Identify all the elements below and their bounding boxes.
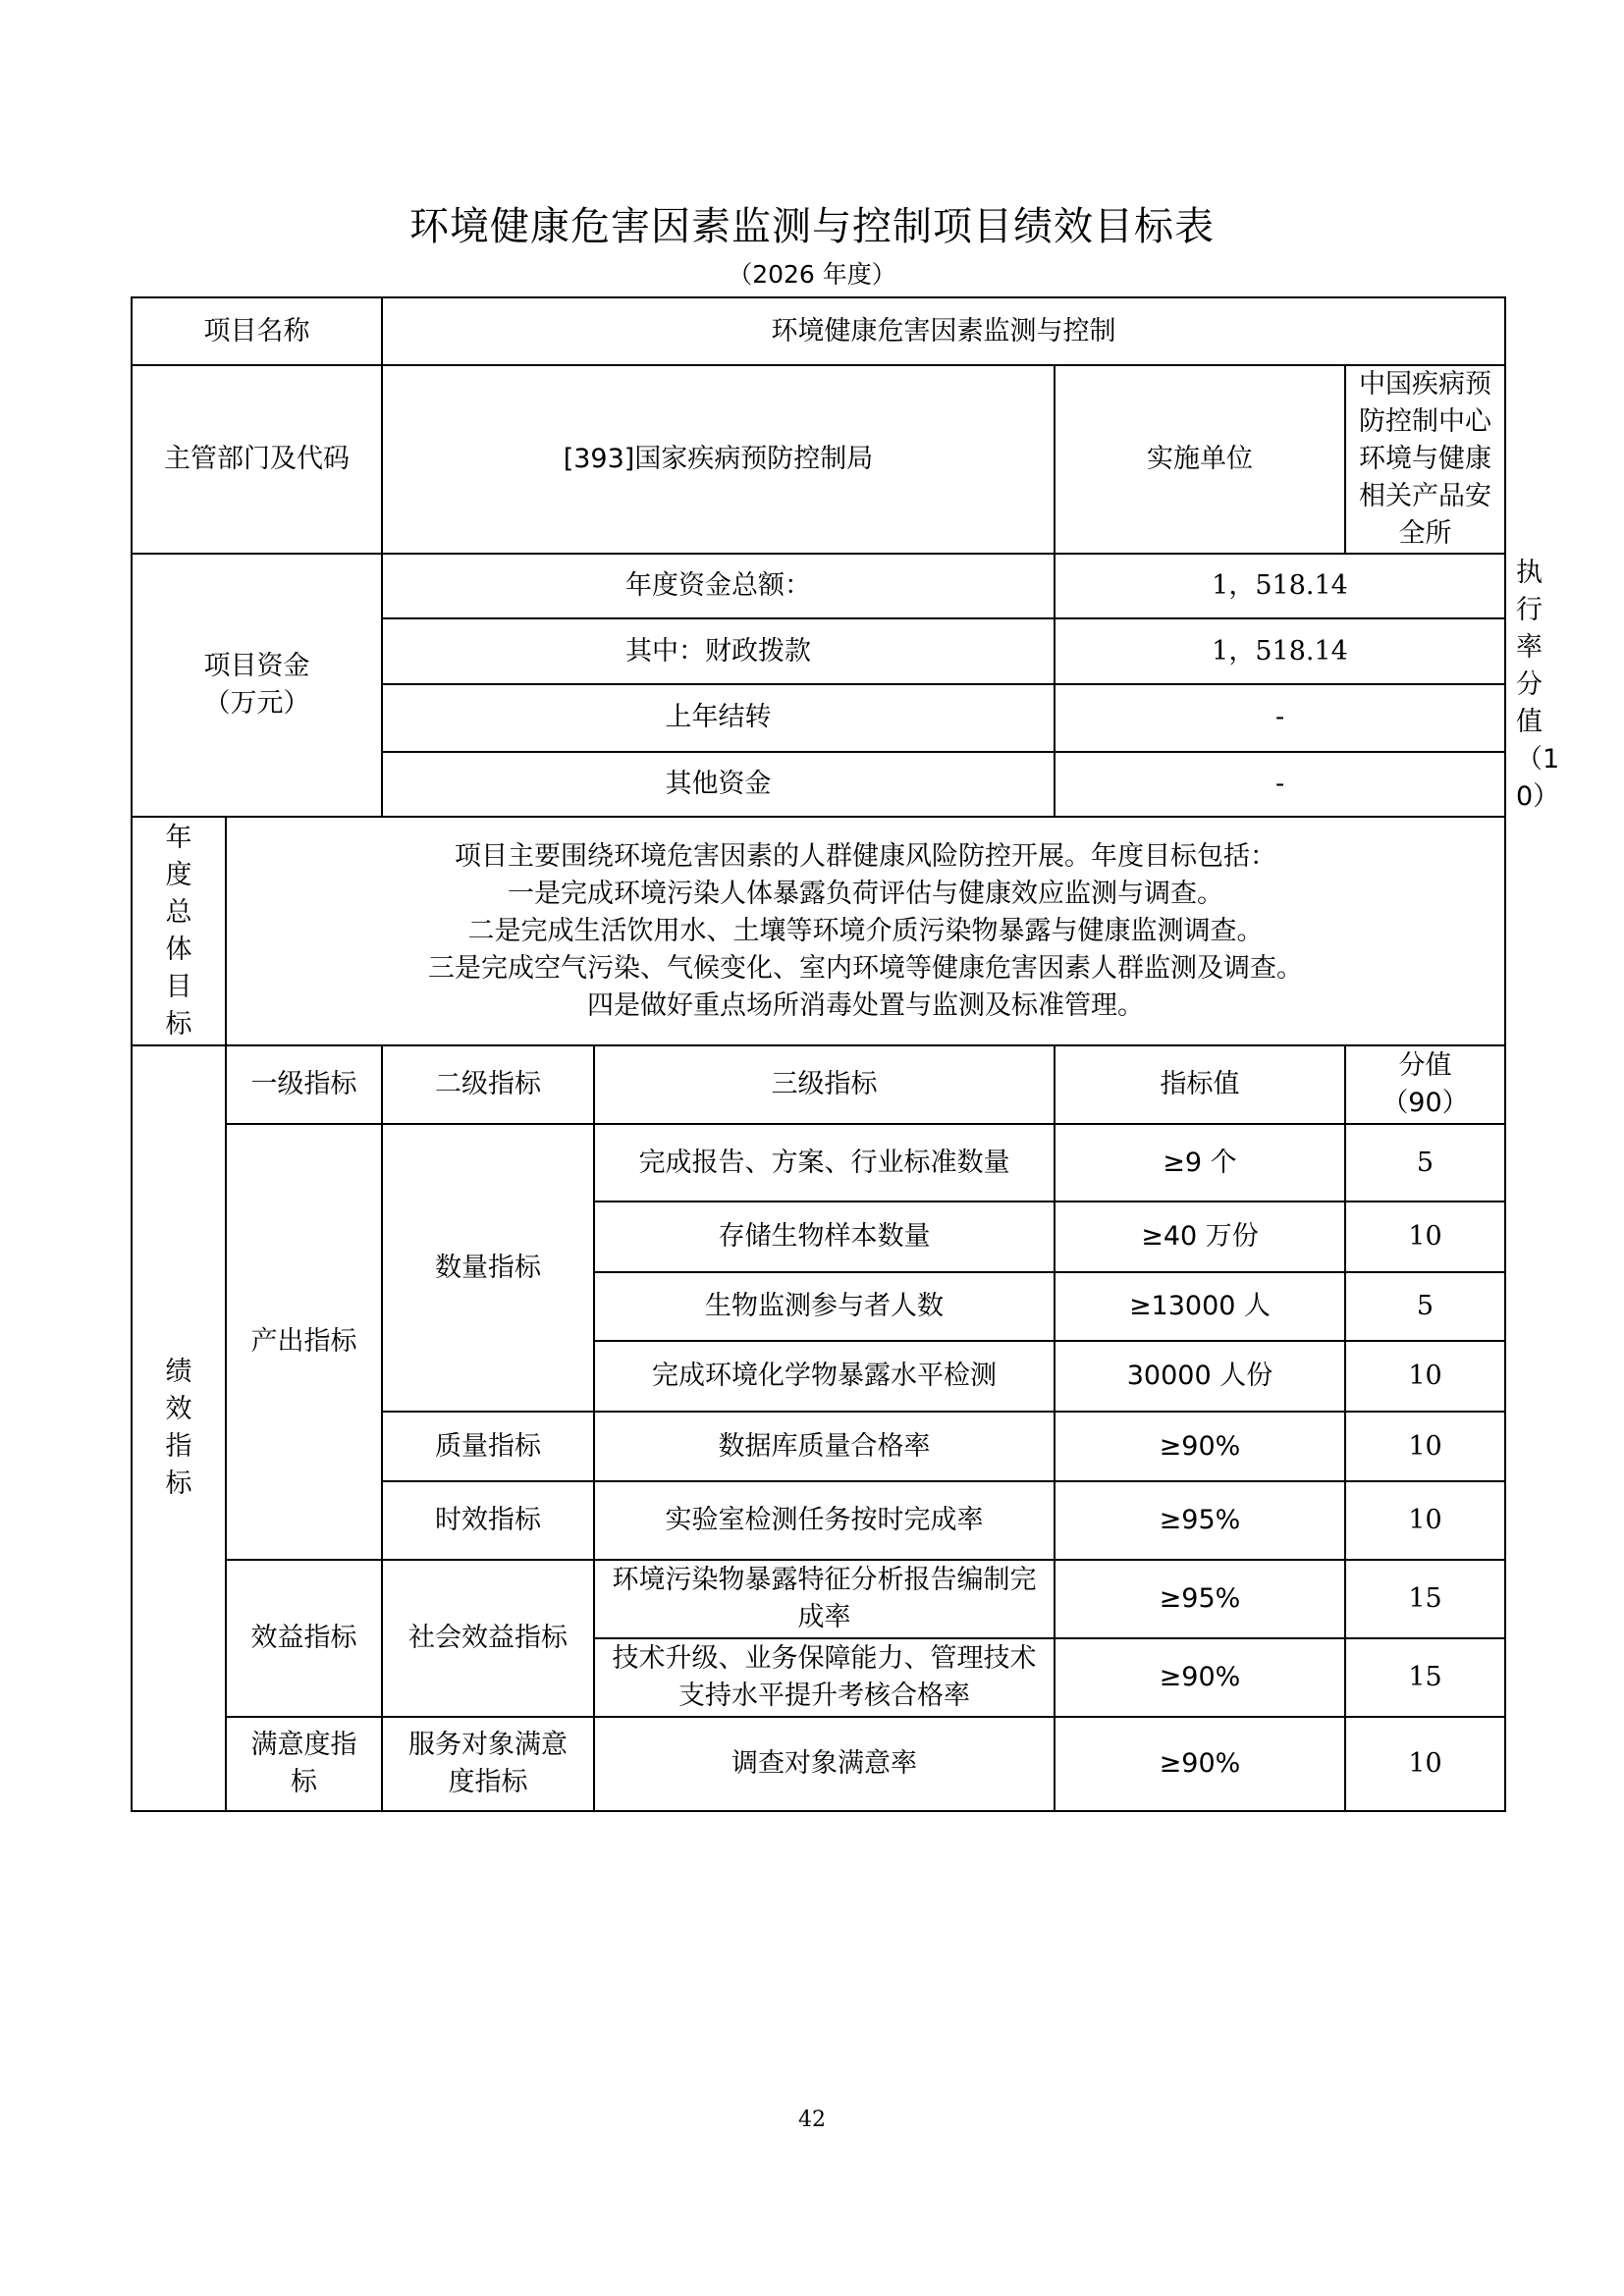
level2-header: 二级指标 — [382, 1045, 594, 1124]
score-header: 分值 （90） — [1345, 1045, 1505, 1124]
funds-row-label: 年度资金总额： — [382, 554, 1055, 618]
goal-line: 三是完成空气污染、气候变化、室内环境等健康危害因素人群监测及调查。 — [428, 952, 1303, 984]
department-row — [132, 365, 1505, 554]
performance-target-table — [131, 296, 1560, 1812]
indicator-score: 10 — [1345, 1412, 1505, 1481]
department-label: 主管部门及代码 — [132, 365, 382, 554]
target-value-header: 指标值 — [1055, 1045, 1345, 1124]
indicator-name: 实验室检测任务按时完成率 — [594, 1481, 1055, 1560]
indicator-row — [132, 1560, 1505, 1638]
indicator-score: 10 — [1345, 1481, 1505, 1560]
funds-row: 项目资金 （万元） 年度资金总额： 1，518.14 执行率 分值 （10） — [132, 554, 1505, 618]
annual-goal-label: 年 度 总 体 目 标 — [132, 817, 226, 1045]
goal-line: 一是完成环境污染人体暴露负荷评估与健康效应监测与调查。 — [508, 878, 1223, 909]
indicator-score: 10 — [1345, 1201, 1505, 1272]
indicator-name: 生物监测参与者人数 — [594, 1272, 1055, 1341]
project-name-value: 环境健康危害因素监测与控制 — [382, 297, 1505, 365]
indicator-value: ≥95% — [1055, 1481, 1345, 1560]
page-subtitle: （2026 年度） — [728, 260, 896, 289]
satisfaction-indicator-label: 满意度指 标 — [226, 1717, 382, 1811]
funds-row-label: 上年结转 — [382, 684, 1055, 752]
indicator-value: ≥90% — [1055, 1638, 1345, 1717]
indicator-name: 完成环境化学物暴露水平检测 — [594, 1341, 1055, 1412]
page-number: 42 — [798, 2108, 826, 2132]
implementing-unit-value: 中国疾病预防控制中心环境与健康相关产品安全所 — [1345, 365, 1505, 554]
level3-header: 三级指标 — [594, 1045, 1055, 1124]
timeliness-indicator-label: 时效指标 — [382, 1481, 594, 1560]
indicator-value: ≥95% — [1055, 1560, 1345, 1638]
department-value: [393]国家疾病预防控制局 — [382, 365, 1055, 554]
indicator-value: ≥40 万份 — [1055, 1201, 1345, 1272]
funds-row-value: - — [1055, 684, 1505, 752]
project-name-label: 项目名称 — [132, 297, 382, 365]
indicator-row — [132, 1124, 1505, 1201]
indicator-name: 技术升级、业务保障能力、管理技术支持水平提升考核合格率 — [594, 1638, 1055, 1717]
service-satisfaction-label: 服务对象满意 度指标 — [382, 1717, 594, 1811]
indicator-header-row — [132, 1045, 1505, 1124]
quality-indicator-label: 质量指标 — [382, 1412, 594, 1481]
indicator-row — [132, 1717, 1505, 1811]
indicator-score: 15 — [1345, 1560, 1505, 1638]
annual-goal-content — [226, 817, 1505, 1045]
indicator-score: 15 — [1345, 1638, 1505, 1717]
indicator-score: 5 — [1345, 1272, 1505, 1341]
level1-header: 一级指标 — [226, 1045, 382, 1124]
project-name-row — [132, 297, 1505, 365]
funds-label: 项目资金 （万元） — [132, 554, 382, 817]
indicator-name: 数据库质量合格率 — [594, 1412, 1055, 1481]
indicator-score: 5 — [1345, 1124, 1505, 1201]
indicator-value: ≥90% — [1055, 1717, 1345, 1811]
indicator-name: 调查对象满意率 — [594, 1717, 1055, 1811]
funds-row-value: 1，518.14 — [1055, 554, 1505, 618]
performance-indicators-label: 绩 效 指 标 — [132, 1045, 226, 1811]
goal-line: 二是完成生活饮用水、土壤等环境介质污染物暴露与健康监测调查。 — [467, 915, 1264, 946]
social-benefit-label: 社会效益指标 — [382, 1560, 594, 1717]
page-title: 环境健康危害因素监测与控制项目绩效目标表 — [409, 204, 1215, 249]
indicator-value: ≥13000 人 — [1055, 1272, 1345, 1341]
indicator-name: 完成报告、方案、行业标准数量 — [594, 1124, 1055, 1201]
indicator-score: 10 — [1345, 1717, 1505, 1811]
indicator-value: 30000 人份 — [1055, 1341, 1345, 1412]
funds-row-label: 其中：财政拨款 — [382, 618, 1055, 683]
funds-row-label: 其他资金 — [382, 752, 1055, 817]
annual-goal-row — [132, 817, 1505, 1045]
indicator-score: 10 — [1345, 1341, 1505, 1412]
goal-line: 四是做好重点场所消毒处置与监测及标准管理。 — [587, 989, 1144, 1021]
funds-row-value: - — [1055, 752, 1505, 817]
indicator-name: 存储生物样本数量 — [594, 1201, 1055, 1272]
benefit-indicator-label: 效益指标 — [226, 1560, 382, 1717]
output-indicator-label: 产出指标 — [226, 1124, 382, 1560]
funds-row-value: 1，518.14 — [1055, 618, 1505, 683]
indicator-name: 环境污染物暴露特征分析报告编制完成率 — [594, 1560, 1055, 1638]
indicator-value: ≥90% — [1055, 1412, 1345, 1481]
quantity-indicator-label: 数量指标 — [382, 1124, 594, 1412]
implementing-unit-label: 实施单位 — [1055, 365, 1345, 554]
indicator-value: ≥9 个 — [1055, 1124, 1345, 1201]
goal-line: 项目主要围绕环境危害因素的人群健康风险防控开展。年度目标包括： — [455, 840, 1276, 872]
